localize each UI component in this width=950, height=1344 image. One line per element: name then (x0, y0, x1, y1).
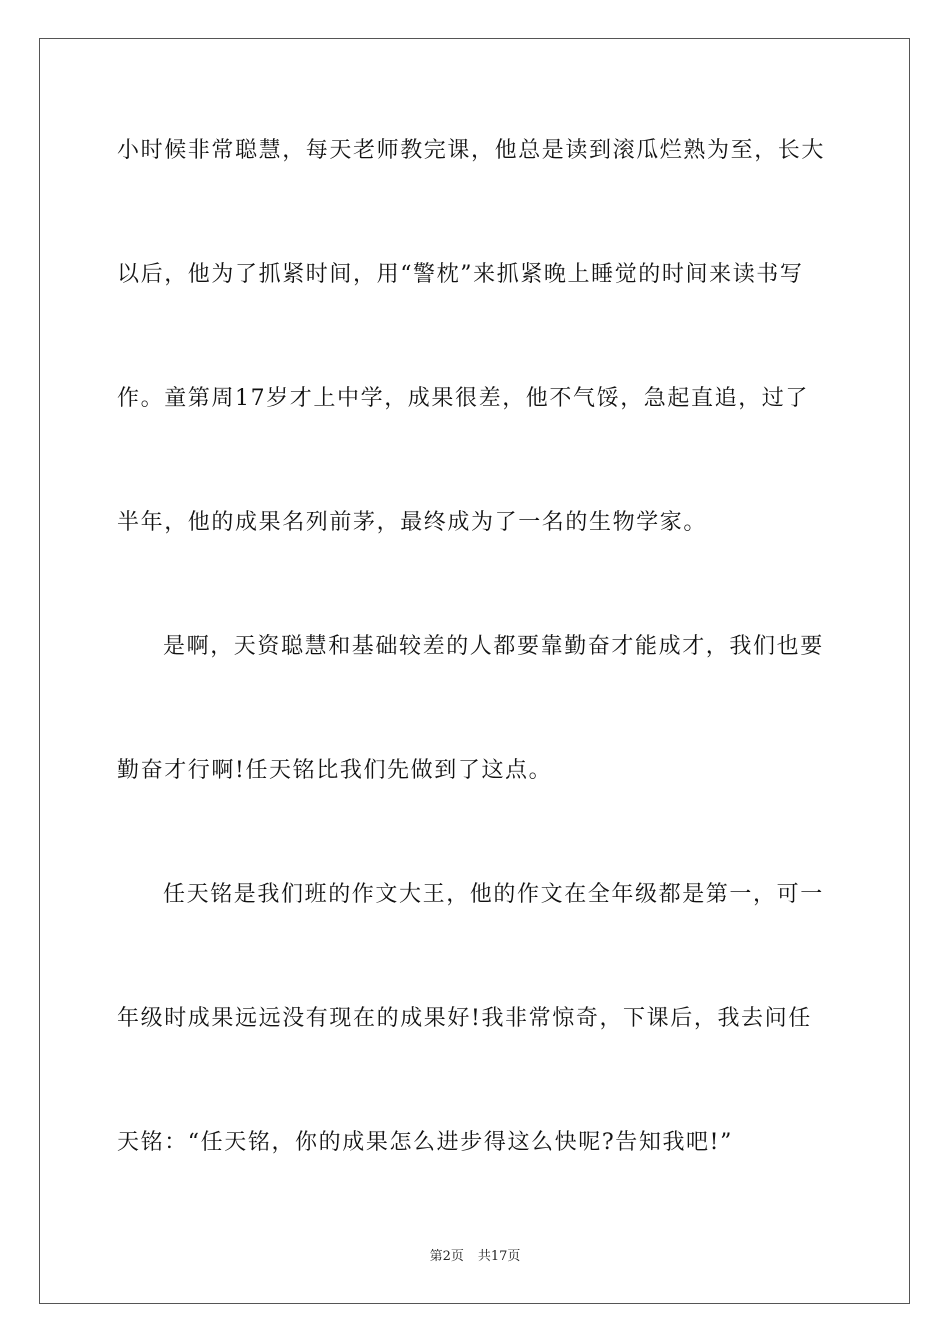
text-line: 勤奋才行啊!任天铭比我们先做到了这点。 (117, 758, 553, 783)
text-line: 小时候非常聪慧，每天老师教完课，他总是读到滚瓜烂熟为至，长大 (117, 138, 826, 163)
page-total: 共17页 (477, 1249, 521, 1264)
page-number: 第2页 (429, 1249, 464, 1264)
paragraph-start-line: 是啊，天资聪慧和基础较差的人都要靠勤奋才能成才，我们也要 (163, 634, 824, 659)
text-line: 以后，他为了抓紧时间，用“警枕”来抓紧晚上睡觉的时间来读书写 (117, 262, 804, 287)
page-footer (0, 1248, 950, 1266)
text-line: 作。童第周17岁才上中学，成果很差，他不气馁，急起直追，过了 (117, 386, 809, 411)
paragraph-start-line: 任天铭是我们班的作文大王，他的作文在全年级都是第一，可一 (163, 882, 824, 907)
text-line: 天铭：“任天铭，你的成果怎么进步得这么快呢?告知我吧!” (117, 1130, 733, 1155)
text-line: 半年，他的成果名列前茅，最终成为了一名的生物学家。 (117, 510, 708, 535)
text-line: 年级时成果远远没有现在的成果好!我非常惊奇，下课后，我去问任 (117, 1006, 812, 1031)
page-frame (39, 38, 910, 1304)
